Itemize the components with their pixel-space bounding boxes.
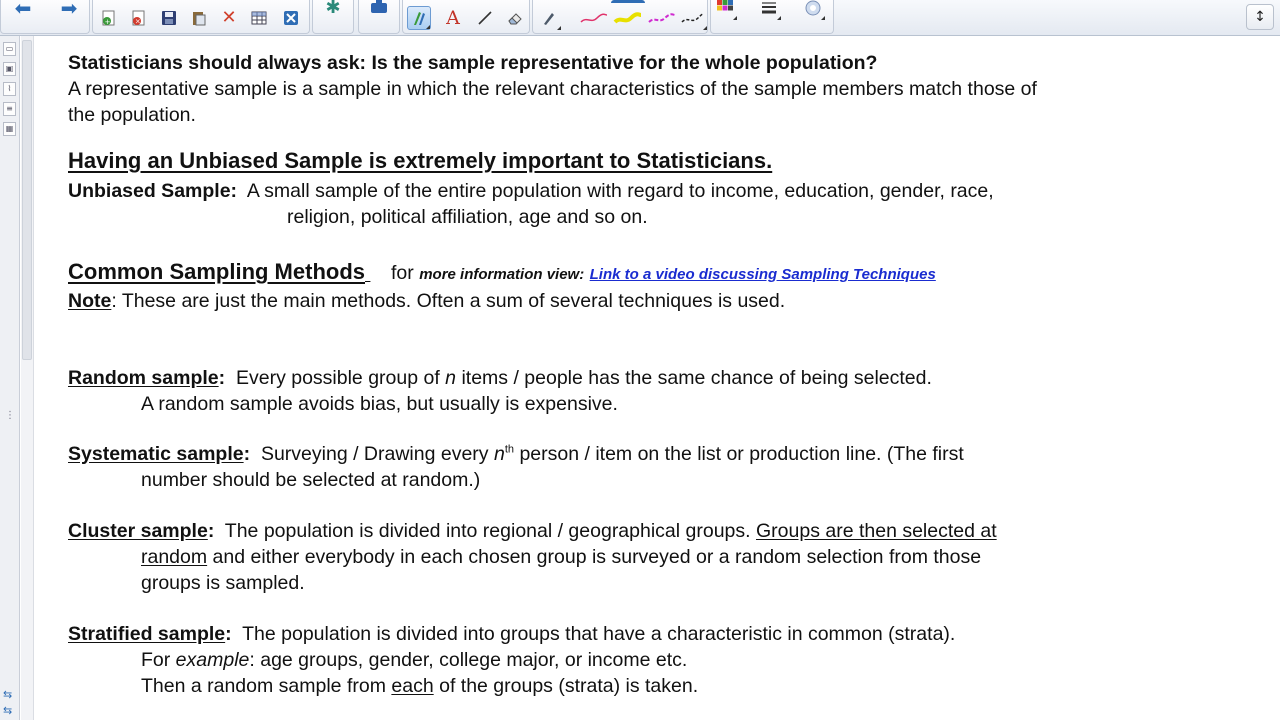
addons-tab-icon[interactable]: ▦ [3, 122, 16, 136]
toolbar-position-toggle-icon[interactable]: ↕ [1246, 4, 1274, 30]
systematic-def-part1: Surveying / Drawing every [260, 443, 489, 465]
cluster-sample-line [68, 518, 1178, 544]
stratified-example-word: example [175, 649, 250, 671]
random-sample-line [68, 365, 1178, 391]
stratified-then-line [68, 673, 1178, 699]
add-page-icon[interactable] [97, 6, 121, 30]
stratified-sample-colon: : [225, 623, 232, 645]
plugin-group [358, 0, 400, 34]
line-style-black-icon[interactable] [679, 6, 707, 30]
cluster-sample-line2 [68, 544, 1178, 570]
pen-style-icon[interactable] [537, 6, 561, 30]
random-sample-colon: : [218, 367, 226, 389]
cluster-underlined-text: Groups are then selected at [756, 520, 997, 542]
random-sample-line2: A random sample avoids bias, but usually is expensive. [141, 393, 618, 415]
line-style-pink-icon[interactable] [577, 6, 611, 30]
navigation-group [0, 0, 90, 34]
sidebar-scroll-thumb[interactable] [22, 40, 32, 360]
side-tab-bar [0, 36, 20, 720]
paste-icon[interactable] [187, 6, 211, 30]
line-style-magenta-icon[interactable] [645, 6, 679, 30]
sidebar-resize-grip[interactable]: ⋮ [5, 410, 15, 421]
note-line [68, 288, 1178, 314]
toolbar [0, 0, 1280, 36]
notebook-page [68, 50, 1178, 699]
stratified-example-line [68, 647, 1178, 673]
stratified-sample-term: Stratified sample [68, 623, 226, 645]
heading-common-sampling-methods: Common Sampling Methods [68, 259, 365, 284]
systematic-sample-colon: : [243, 443, 251, 465]
plugin-icon[interactable] [367, 0, 391, 20]
delete-icon[interactable]: ✕ [221, 7, 237, 28]
back-arrow-icon[interactable]: ⬅ [14, 0, 32, 20]
intro-definition-line1: A representative sample is a sample in which the relevant characteristics of the sample members match those of [68, 78, 1037, 100]
stratified-def: The population is divided into groups that have a characteristic in common (strata). [242, 623, 956, 645]
random-def-part1: Every possible group of [235, 367, 440, 389]
drawing-tools-group [402, 0, 530, 34]
svg-text:×: × [134, 17, 141, 26]
pen-icon[interactable] [407, 6, 431, 30]
svg-text:+: + [104, 18, 111, 26]
cluster-def-part2: and either everybody in each chosen group is surveyed or a random selection from those [212, 546, 982, 568]
more-info-label: more information view: [419, 266, 585, 283]
note-label: Note [68, 290, 112, 312]
random-def-part2: items / people has the same chance of being selected. [461, 367, 932, 389]
unbiased-def-line2: religion, political affiliation, age and so on. [287, 206, 648, 228]
page-group [92, 0, 310, 34]
line-icon[interactable] [473, 6, 497, 30]
line-style-yellow-icon[interactable] [611, 0, 645, 32]
properties-group [710, 0, 834, 34]
cluster-sample-colon: : [207, 520, 215, 542]
random-n: n [445, 367, 457, 389]
unbiased-def-line1: A small sample of the entire population with regard to income, education, gender, race, [246, 180, 994, 202]
systematic-sample-term: Systematic sample [68, 443, 244, 465]
unbiased-definition [68, 178, 1178, 204]
table-icon[interactable] [247, 6, 271, 30]
stratified-for: For [141, 649, 171, 671]
sampling-video-link[interactable]: Link to a video discussing Sampling Techniques [589, 266, 936, 283]
stratified-then-part2: of the groups (strata) is taken. [439, 675, 699, 697]
gallery-tab-icon[interactable]: ▣ [3, 62, 16, 76]
sidebar-collapse-icon[interactable]: ⇆ [3, 688, 13, 701]
layout-icon[interactable] [801, 0, 825, 20]
stratified-each: each [391, 675, 434, 697]
unbiased-term: Unbiased Sample: [68, 180, 238, 202]
cluster-sample-line3: groups is sampled. [141, 572, 305, 594]
sidebar-scrollbar[interactable] [21, 36, 34, 720]
stratified-example-text: : age groups, gender, college major, or income etc. [249, 649, 688, 671]
pen-styles-group [532, 0, 708, 34]
heading-unbiased-sample: Having an Unbiased Sample is extremely important to Statisticians. [68, 148, 773, 173]
systematic-sample-line2: number should be selected at random.) [141, 469, 481, 491]
stratified-then-part1: Then a random sample from [141, 675, 386, 697]
save-icon[interactable] [157, 6, 181, 30]
systematic-n: n [493, 443, 505, 465]
note-text: : These are just the main methods. Often a sum of several techniques is used. [111, 290, 786, 312]
properties-icon[interactable] [757, 0, 781, 20]
random-sample-term: Random sample [68, 367, 219, 389]
page-sorter-tab-icon[interactable]: ▭ [3, 42, 16, 56]
methods-heading-line [68, 259, 1178, 288]
systematic-def-part2: person / item on the list or production line. (The first [519, 443, 964, 465]
sidebar-move-icon[interactable]: ⇆ [3, 704, 13, 717]
intro-question: Statisticians should always ask: Is the sample representative for the whole population? [68, 52, 878, 74]
cluster-underlined-random: random [141, 546, 208, 568]
eraser-icon[interactable] [503, 6, 527, 30]
close-box-icon[interactable] [279, 6, 303, 30]
intro-definition-line2: the population. [68, 104, 196, 126]
forward-arrow-icon[interactable]: ➡ [60, 0, 78, 20]
text-icon[interactable]: A [446, 6, 460, 29]
cluster-sample-term: Cluster sample [68, 520, 208, 542]
capture-group [312, 0, 354, 34]
screen-capture-icon[interactable]: ✱ [325, 0, 341, 18]
systematic-sample-line [68, 441, 1178, 467]
methods-for-text: for [391, 262, 414, 284]
attachments-tab-icon[interactable]: ⌇ [3, 82, 16, 96]
delete-page-icon[interactable] [127, 6, 151, 30]
systematic-superscript: th [504, 443, 515, 456]
properties-tab-icon[interactable]: ≡ [3, 102, 16, 116]
color-palette-icon[interactable] [713, 0, 737, 20]
cluster-def-part1: The population is divided into regional / geographical groups. [224, 520, 751, 542]
stratified-sample-line [68, 621, 1178, 647]
